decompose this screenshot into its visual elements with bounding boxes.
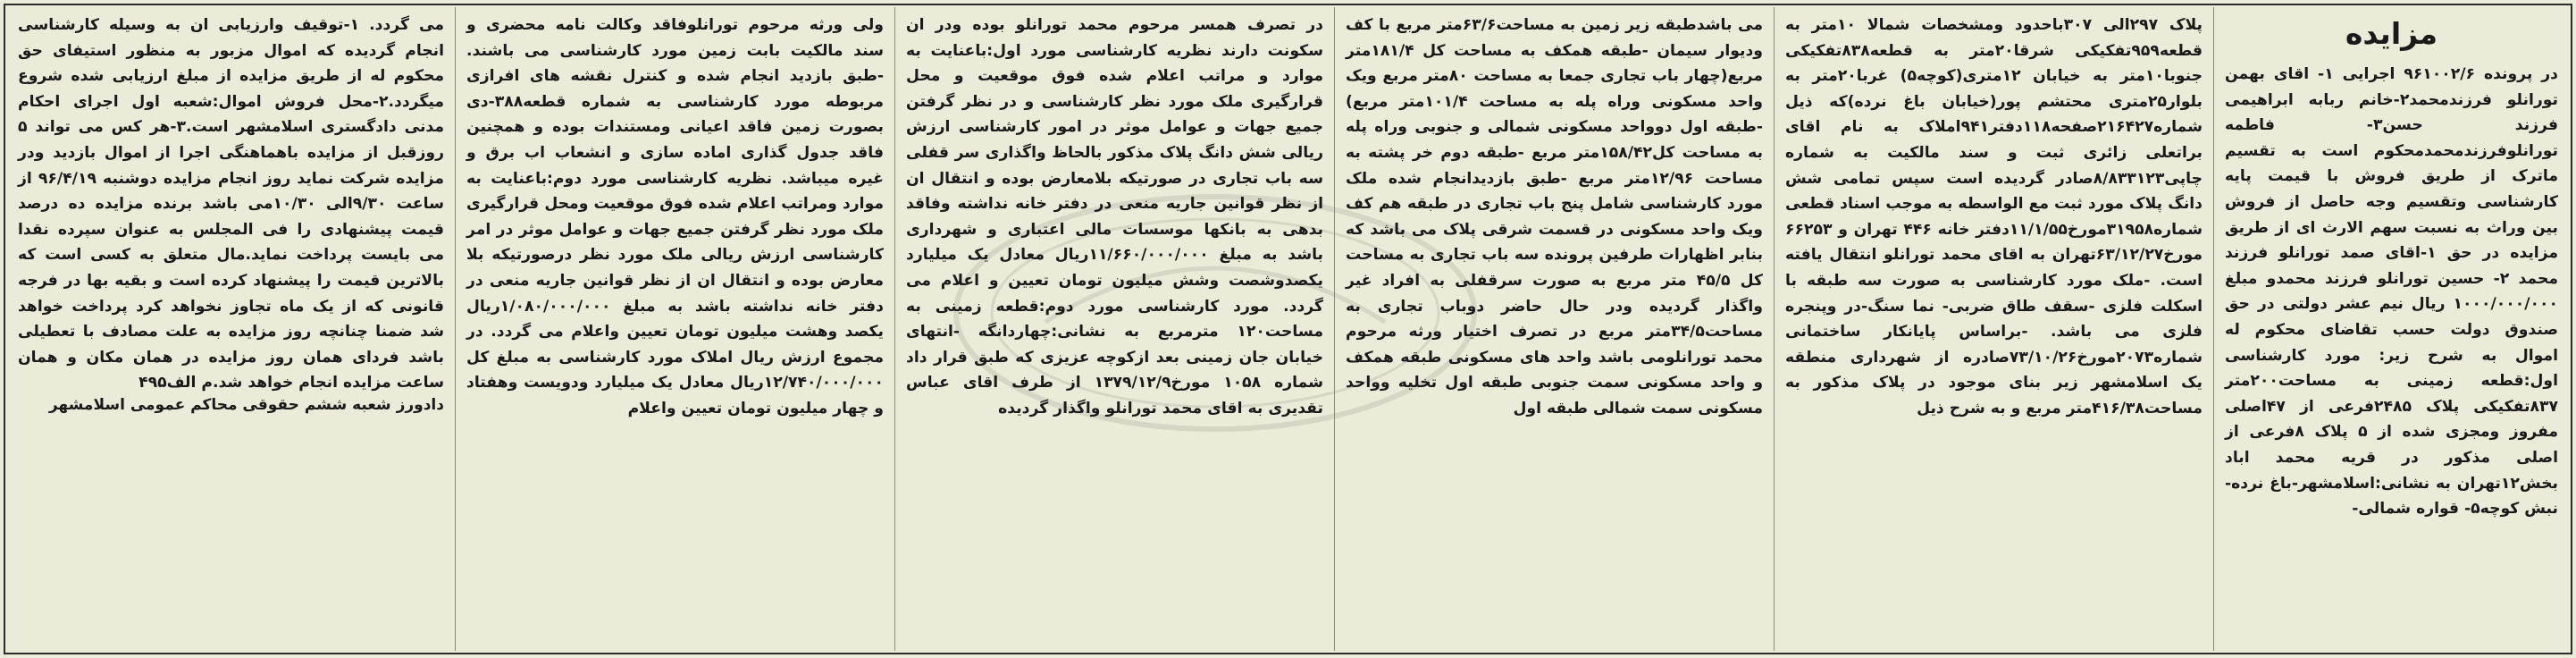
notice-column-3 [1334, 7, 1774, 651]
notice-column-2 [1774, 7, 2213, 651]
notice-columns [7, 7, 2569, 651]
notice-column-5 [455, 7, 894, 651]
notice-column-1 [2213, 7, 2569, 651]
notice-paragraph: می گردد. ۱-توقیف وارزیابی ان به وسیله کارشناسی انجام گردیده که اموال مزبور به منظور استیفای حق محکوم له از طریق مزایده از مبلغ ارزیابی شده شروع میگردد.۲-محل فروش اموال:شعبه اول اجرای احکام مدنی دادگستری اسلامشهر است.۳-هر کس می تواند ۵ روزقبل از مزایده باهماهنگی اجرا از اموال بازدید ودر مزایده شرکت نماید روز انجام مزایده دوشنبه ۹۶/۴/۱۹ از ساعت ۹/۳۰الی ۱۰/۳۰می باشد برنده مزایده ده درصد قیمت پیشنهادی را فی المجلس به عنوان سپرده نقدا می بایست پرداخت نماید.مال متعلق به کسی است که بالاترین قیمت را پیشنهاد کرده است و بقیه بها در فرجه قانونی که از یک ماه تجاوز نخواهد کرد پرداخت خواهد شد ضمنا چنانچه روز مزایده به علت مصادف با تعطیلی باشد فردای همان روز مزایده در همان مکان و همان ساعت مزایده انجام خواهد شد.م الف۴۹۵ [18, 16, 444, 392]
notice-paragraph: ولی ورثه مرحوم تورانلوفاقد وکالت نامه محضری و سند مالکیت بابت زمین مورد کارشناسی می باشند. -طبق بازدید انجام شده و کنترل نقشه های افرازی مربوطه مورد کارشناسی به شماره قطعه۳۸۸-دی بصورت زمین فاقد اعیانی ومستندات بوده و همچنین فاقد جدول گذاری اماده سازی و انشعاب اب برق و غیره میباشد. نظریه کارشناسی مورد دوم:باعنایت به موارد ومراتب اعلام شده فوق موقعیت ومحل قرارگیری ملک مورد نظر گرفتن جمیع جهات و عوامل موثر در امر کارشناسی ارزش ریالی ملک مورد نظر درصورتیکه بلا معارض بوده و انتقال ان از نظر قوانین جاریه منعی در دفتر خانه نداشته باشد به مبلغ ۱/۰۸۰/۰۰۰/۰۰۰ریال یکصد وهشت میلیون تومان تعیین واعلام می گردد. در مجموع ارزش ریال املاک مورد کارشناسی به مبلغ کل ۱۲/۷۴۰/۰۰۰/۰۰۰ریال معادل یک میلیارد ودویست وهفتاد و چهار میلیون تومان تعیین واعلام [466, 16, 884, 418]
notice-paragraph: پلاک ۲۹۷الی ۳۰۷باحدود ومشخصات شمالا ۱۰متر به قطعه۹۵۹تفکیکی شرقا۲۰متر به قطعه۸۳۸تفکیکی جنوبا۱۰متر به خیابان ۱۲متری(کوچه۵) غربا۲۰متر به بلوار۲۵متری محتشم پور(خیابان باغ نرده)که ذیل شماره۲۱۶۴۲۷صفحه۱۱۸دفتر۹۴۱املاک به نام اقای براتعلی زائری ثبت و سند مالکیت به شماره چاپی۸/۸۳۳۱۲۳صادر گردیده است سپس تمامی شش دانگ پلاک مورد ثبت مع الواسطه به موجب اسناد قطعی شماره۳۱۹۵۸مورخ۱۱/۱/۵۵دفتر خانه ۴۴۶ تهران و ۶۶۲۵۳ مورخ۶۳/۱۲/۲۷تهران به اقای محمد تورانلو انتقال یافته است. -ملک مورد کارشناسی به صورت سه طبقه با اسکلت فلزی -سقف طاق ضربی- نما سنگ-در وپنجره فلزی می باشد. -براساس پایانکار ساختمانی شماره۲۰۷۳مورخ۷۳/۱۰/۲۶صادره از شهرداری منطقه یک اسلامشهر زیر بنای موجود در پلاک مذکور به مساحت۴۱۶/۳۸متر مربع و به شرح ذیل [1785, 16, 2203, 418]
notice-paragraph: می باشدطبقه زیر زمین به مساحت۶۳/۶متر مربع با کف ودیوار سیمان -طبقه همکف به مساحت کل ۱۸۱/۴متر مربع(چهار باب تجاری جمعا به مساحت ۸۰متر مربع ویک واحد مسکونی وراه پله به مساحت ۱۰۱/۴متر مربع) -طبقه اول دوواحد مسکونی شمالی و جنوبی وراه پله به مساحت کل۱۵۸/۴۲متر مربع -طبقه دوم خر پشته به مساحت ۱۲/۹۶متر مربع -طبق بازدیدانجام شده ملک مورد کارشناسی شامل پنج باب تجاری در طبقه هم کف ویک واحد مسکونی در قسمت شرقی پلاک می باشد که بنابر اظهارات طرفین پرونده سه باب تجاری به مساحت کل ۴۵/۵ متر مربع به صورت سرقفلی به افراد غیر واگذار گردیده ودر حال حاضر دوباب تجاری به مساحت۳۴/۵متر مربع در تصرف اختیار ورثه مرحوم محمد تورانلومی باشد واحد های مسکونی طبقه همکف و واحد مسکونی سمت جنوبی طبقه اول تخلیه وواحد مسکونی سمت شمالی طبقه اول [1346, 16, 1763, 418]
notice-column-4 [894, 7, 1334, 651]
notice-column-6 [7, 7, 455, 651]
notice-title: مزایده [2345, 16, 2438, 51]
notice-signature: دادورز شعبه ششم حقوقی محاکم عمومی اسلامشهر [48, 395, 444, 414]
notice-paragraph: در پرونده ۹۶۱۰۰۲/۶ اجرایی ۱- اقای بهمن تورانلو فرزندمحمد۲-خانم ربابه ابراهیمی فرزند حسن۳- فاطمه تورانلوفرزندمحمدمحکوم است به تقسیم ماترک از طریق فروش با قیمت پایه کارشناسی وتقسیم وجه حاصل از فروش بین وراث به نسبت سهم الارث ای از طریق مزایده در حق ۱-اقای صمد تورانلو فرزند محمد ۲- حسین تورانلو فرزند محمدو مبلغ ۱۰۰۰/۰۰۰/۰۰۰ ریال نیم عشر دولتی در حق صندوق دولت حسب تقاضای محکوم له اموال به شرح زیر: مورد کارشناسی اول:قطعه زمینی به مساحت۲۰۰متر ۸۳۷تفکیکی پلاک ۲۴۸۵فرعی از ۴۷اصلی مفروز ومجزی شده از ۵ پلاک ۸فرعی از اصلی مذکور در قریه محمد اباد بخش۱۲تهران به نشانی:اسلامشهر-باغ نرده-نبش کوچه۵- قواره شمالی- [2225, 65, 2558, 519]
notice-paragraph: در تصرف همسر مرحوم محمد تورانلو بوده ودر ان سکونت دارند نظریه کارشناسی مورد اول:باعنایت به موارد و مراتب اعلام شده فوق موقعیت و محل قرارگیری ملک مورد نظر کارشناسی و در نظر گرفتن جمیع جهات و عوامل موثر در امور کارشناسی ارزش ریالی شش دانگ پلاک مذکور بالحاظ واگذاری سر قفلی سه باب تجاری در صورتیکه بلامعارض بوده و انتقال ان از نظر قوانین جاریه منعی در دفتر خانه نداشته وفاقد بدهی به بانکها موسسات مالی اعتباری و شهرداری باشد به مبلغ ۱۱/۶۶۰/۰۰۰/۰۰۰ریال معادل یک میلیارد یکصدوشصت وشش میلیون تومان تعیین و اعلام می گردد. مورد کارشناسی مورد دوم:قطعه زمینی به مساحت۱۲۰ مترمربع به نشانی:چهاردانگه -انتهای خیابان جان زمینی بعد ازکوچه عزیزی که طبق قرار داد شماره ۱۰۵۸ مورخ۱۳۷۹/۱۲/۹ از طرف اقای عباس تقدیری به اقای محمد تورانلو واگذار گردیده [906, 16, 1324, 418]
